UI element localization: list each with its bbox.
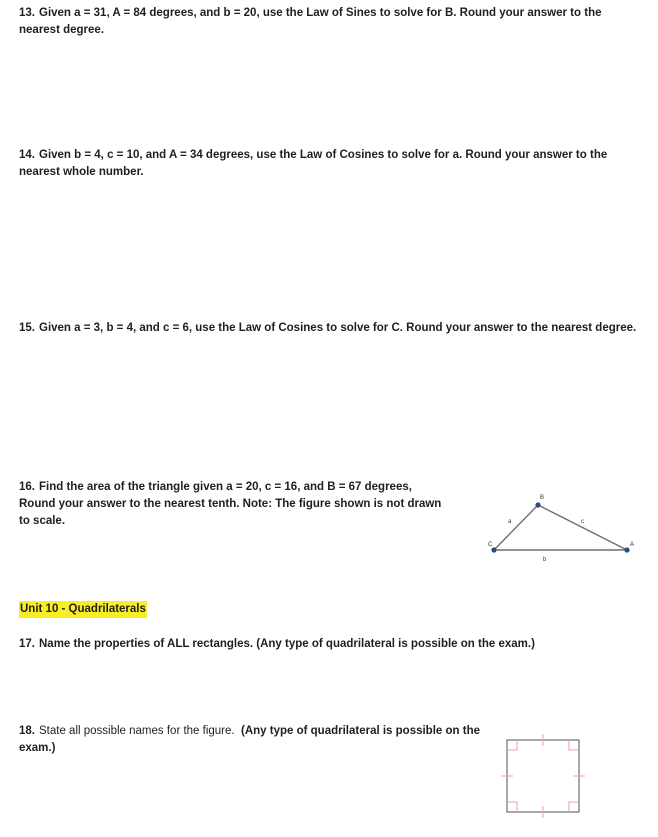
question-17 <box>19 636 639 653</box>
right-angle-mark-bottom-left <box>507 802 517 812</box>
question-16 <box>19 479 449 530</box>
vertex-c-dot <box>491 547 496 552</box>
question-15 <box>19 320 639 337</box>
congruence-ticks <box>501 734 585 818</box>
side-label-a: a <box>508 519 512 525</box>
right-angle-mark-top-right <box>569 740 579 750</box>
question-number: 13. <box>19 7 35 19</box>
right-angle-marks <box>507 740 579 812</box>
question-note: (Any type of quadrilateral is possible on the exam.) <box>19 725 480 754</box>
question-number: 17. <box>19 638 35 650</box>
question-text: Find the area of the triangle given a = 20, c = 16, and B = 67 degrees, Round your answer to the nearest tenth. Note: The figure shown is not drawn to scale. <box>19 481 442 527</box>
question-text: Given a = 3, b = 4, and c = 6, use the Law of Cosines to solve for C. Round your answer to the nearest degree. <box>39 322 637 334</box>
question-number: 14. <box>19 149 35 161</box>
question-13 <box>19 5 619 39</box>
side-label-c: c <box>581 519 584 525</box>
square-figure <box>495 728 591 824</box>
vertex-label-b: B <box>540 495 545 501</box>
right-angle-mark-top-left <box>507 740 517 750</box>
question-text: State all possible names for the figure. <box>39 725 235 737</box>
question-18 <box>19 723 489 757</box>
question-text: Given a = 31, A = 84 degrees, and b = 20, use the Law of Sines to solve for B. Round your answer to the nearest degree. <box>19 7 602 36</box>
question-number: 18. <box>19 725 35 737</box>
question-14 <box>19 147 629 181</box>
question-number: 15. <box>19 322 35 334</box>
unit-heading: Unit 10 - Quadrilaterals <box>19 601 147 618</box>
vertex-b-dot <box>535 502 540 507</box>
vertex-label-a: A <box>630 542 635 548</box>
triangle-shape <box>494 505 627 550</box>
question-number: 16. <box>19 481 35 493</box>
side-label-b: b <box>543 557 547 563</box>
question-text: Name the properties of ALL rectangles. (Any type of quadrilateral is possible on the exam.) <box>39 638 535 650</box>
square-shape <box>507 740 579 812</box>
vertex-a-dot <box>624 547 629 552</box>
question-text: Given b = 4, c = 10, and A = 34 degrees, use the Law of Cosines to solve for a. Round your answer to the nearest whole number. <box>19 149 608 178</box>
right-angle-mark-bottom-right <box>569 802 579 812</box>
triangle-figure <box>480 488 640 574</box>
vertex-label-c: C <box>488 542 493 548</box>
